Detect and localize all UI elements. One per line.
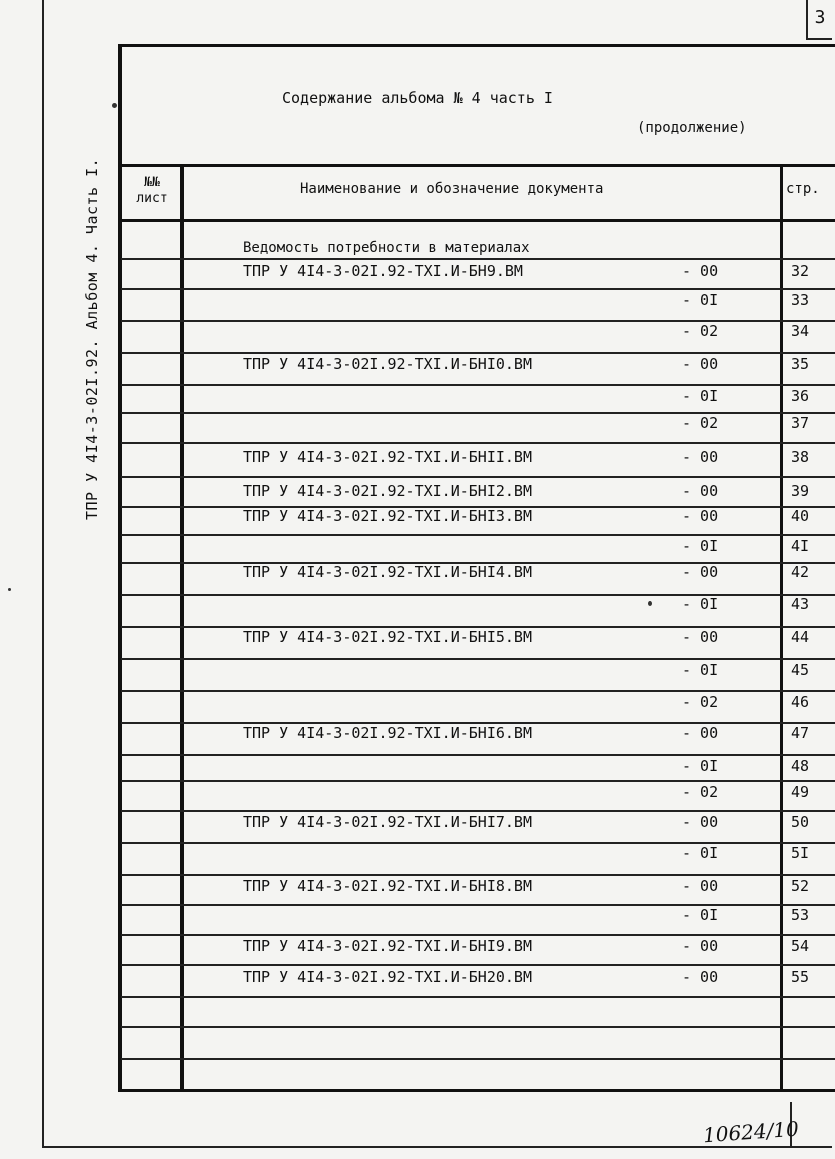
document-suffix: - 02 xyxy=(682,322,719,340)
page-number: 40 xyxy=(791,507,810,525)
document-designation: ТПР У 4I4-3-02I.92-ТХI.И-БНI8.ВМ xyxy=(243,877,532,895)
row-divider xyxy=(121,442,835,444)
page-number: 39 xyxy=(791,482,810,500)
page-number: 44 xyxy=(791,628,810,646)
document-suffix: - 02 xyxy=(682,693,719,711)
document-designation: ТПР У 4I4-3-02I.92-ТХI.И-БНI3.ВМ xyxy=(243,507,532,525)
document-designation: ТПР У 4I4-3-02I.92-ТХI.И-БНI9.ВМ xyxy=(243,937,532,955)
row-divider xyxy=(121,754,835,756)
document-suffix: - 0I xyxy=(682,844,719,862)
document-designation: ТПР У 4I4-3-02I.92-ТХI.И-БНI5.ВМ xyxy=(243,628,532,646)
document-suffix: - 00 xyxy=(682,563,719,581)
document-suffix: - 02 xyxy=(682,783,719,801)
document-suffix: - 00 xyxy=(682,813,719,831)
page-number: 50 xyxy=(791,813,810,831)
page-number: 52 xyxy=(791,877,810,895)
page-number: 35 xyxy=(791,355,810,373)
page-title: Содержание альбома № 4 часть I xyxy=(282,89,553,107)
page-number: 43 xyxy=(791,595,810,613)
document-suffix: - 00 xyxy=(682,724,719,742)
row-divider xyxy=(121,476,835,478)
page-number: 34 xyxy=(791,322,810,340)
page-number: 53 xyxy=(791,906,810,924)
document-suffix: - 00 xyxy=(682,507,719,525)
document-suffix: - 0I xyxy=(682,537,719,555)
page-number: 36 xyxy=(791,387,810,405)
row-divider xyxy=(121,258,835,260)
page-number: 46 xyxy=(791,693,810,711)
page-number: 37 xyxy=(791,414,810,432)
document-suffix: - 00 xyxy=(682,482,719,500)
header-sheet-number: №№ лист xyxy=(136,175,168,206)
row-divider xyxy=(121,288,835,290)
row-divider xyxy=(121,810,835,812)
document-designation: ТПР У 4I4-3-02I.92-ТХI.И-БНI0.ВМ xyxy=(243,355,532,373)
page-number: 47 xyxy=(791,724,810,742)
document-suffix: - 00 xyxy=(682,877,719,895)
document-designation: ТПР У 4I4-3-02I.92-ТХI.И-БНI6.ВМ xyxy=(243,724,532,742)
row-divider xyxy=(121,1026,835,1028)
row-divider xyxy=(121,658,835,660)
row-divider xyxy=(121,996,835,998)
page-number: 32 xyxy=(791,262,810,280)
document-suffix: - 00 xyxy=(682,262,719,280)
document-suffix: - 02 xyxy=(682,414,719,432)
column-divider-2 xyxy=(780,164,783,1092)
document-suffix: - 0I xyxy=(682,906,719,924)
page-number: 5I xyxy=(791,844,810,862)
document-designation: ТПР У 4I4-3-02I.92-ТХI.И-БН9.ВМ xyxy=(243,262,523,280)
document-suffix: - 00 xyxy=(682,355,719,373)
page-number: 33 xyxy=(791,291,810,309)
scan-speck xyxy=(112,103,117,108)
page-number: 45 xyxy=(791,661,810,679)
document-suffix: - 0I xyxy=(682,291,719,309)
row-divider xyxy=(121,690,835,692)
page-number: 4I xyxy=(791,537,810,555)
scan-speck xyxy=(648,601,652,606)
document-suffix: - 00 xyxy=(682,448,719,466)
row-divider xyxy=(121,352,835,354)
document-designation: ТПР У 4I4-3-02I.92-ТХI.И-БНII.ВМ xyxy=(243,448,532,466)
header-page: стр. xyxy=(786,181,820,197)
scan-speck xyxy=(8,588,11,591)
page-number-corner: 3 xyxy=(806,0,832,40)
document-designation: ТПР У 4I4-3-02I.92-ТХI.И-БНI7.ВМ xyxy=(243,813,532,831)
archive-stamp: 10624/10 xyxy=(702,1116,800,1148)
side-designation: ТПР У 4I4-3-02I.92. Альбом 4. Часть I. xyxy=(83,157,101,520)
document-designation: ТПР У 4I4-3-02I.92-ТХI.И-БНI2.ВМ xyxy=(243,482,532,500)
row-divider xyxy=(121,842,835,844)
row-divider xyxy=(121,874,835,876)
page-subtitle: (продолжение) xyxy=(637,120,747,136)
row-divider xyxy=(121,1058,835,1060)
header-document-name: Наименование и обозначение документа xyxy=(300,181,604,197)
row-divider xyxy=(121,320,835,322)
document-suffix: - 00 xyxy=(682,937,719,955)
row-divider xyxy=(121,534,835,536)
document-suffix: - 0I xyxy=(682,661,719,679)
row-divider xyxy=(121,904,835,906)
row-divider xyxy=(121,934,835,936)
document-suffix: - 0I xyxy=(682,387,719,405)
row-divider xyxy=(121,964,835,966)
page-number: 48 xyxy=(791,757,810,775)
page-number: 49 xyxy=(791,783,810,801)
section-title: Ведомость потребности в материалах xyxy=(243,240,530,256)
document-suffix: - 0I xyxy=(682,757,719,775)
document-suffix: - 00 xyxy=(682,628,719,646)
column-divider-1 xyxy=(180,164,184,1092)
document-designation: ТПР У 4I4-3-02I.92-ТХI.И-БНI4.ВМ xyxy=(243,563,532,581)
page-number: 55 xyxy=(791,968,810,986)
row-divider xyxy=(121,594,835,596)
document-suffix: - 00 xyxy=(682,968,719,986)
page-number: 38 xyxy=(791,448,810,466)
document-suffix: - 0I xyxy=(682,595,719,613)
row-divider xyxy=(121,412,835,414)
row-divider xyxy=(121,780,835,782)
page-number: 54 xyxy=(791,937,810,955)
page-number: 42 xyxy=(791,563,810,581)
row-divider xyxy=(121,384,835,386)
document-designation: ТПР У 4I4-3-02I.92-ТХI.И-БН20.ВМ xyxy=(243,968,532,986)
